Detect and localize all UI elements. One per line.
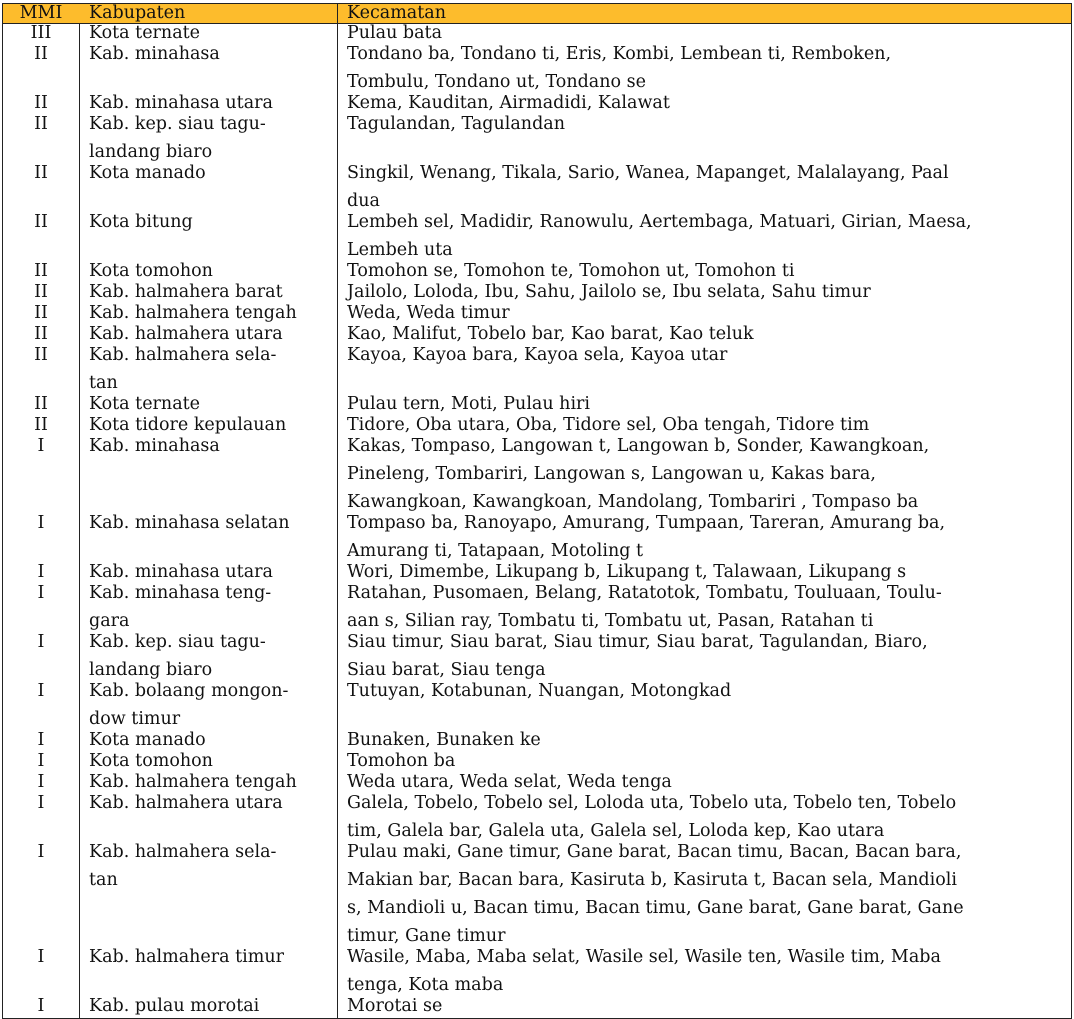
table-row — [3, 283, 1071, 304]
data-table — [2, 3, 1072, 1019]
mmi-cell-line: II — [34, 282, 48, 302]
mmi-cell-line: I — [37, 562, 45, 582]
kecamatan-cell-line: Kema, Kauditan, Airmadidi, Kalawat — [347, 93, 670, 113]
kecamatan-cell-line: Morotai se — [347, 996, 443, 1016]
mmi-cell — [3, 115, 79, 164]
table-row — [3, 633, 1071, 682]
kecamatan-cell-line: Tompaso ba, Ranoyapo, Amurang, Tumpaan, Tareran, Amurang ba, — [347, 513, 946, 533]
mmi-cell — [3, 997, 79, 1018]
kecamatan-cell-line: tim, Galela bar, Galela uta, Galela sel, Loloda kep, Kao utara — [347, 821, 885, 841]
kecamatan-cell-line: Tomohon se, Tomohon te, Tomohon ut, Tomohon ti — [347, 261, 795, 281]
kabupaten-cell-line: Kab. kep. siau tagu- — [89, 114, 266, 134]
mmi-cell-line: I — [37, 436, 45, 456]
kabupaten-cell-line: gara — [89, 611, 130, 631]
mmi-cell — [3, 794, 79, 843]
kecamatan-cell-line: Tombulu, Tondano ut, Tondano se — [347, 72, 646, 92]
kecamatan-cell-line: Tutuyan, Kotabunan, Nuangan, Motongkad — [347, 681, 732, 701]
mmi-cell — [3, 325, 79, 346]
table-header — [3, 4, 1071, 24]
kabupaten-cell-line: Kab. minahasa utara — [89, 562, 273, 582]
kabupaten-cell-line: Kab. minahasa utara — [89, 93, 273, 113]
mmi-cell-line: II — [34, 114, 48, 134]
kecamatan-cell-line: tenga, Kota maba — [347, 975, 504, 995]
kecamatan-cell-line: Ratahan, Pusomaen, Belang, Ratatotok, Tombatu, Touluaan, Toulu- — [347, 583, 942, 603]
kabupaten-cell-line: Kab. minahasa teng- — [89, 583, 272, 603]
mmi-cell-line: I — [37, 681, 45, 701]
kabupaten-cell-line: Kota tidore kepulauan — [89, 415, 287, 435]
table-row — [3, 395, 1071, 416]
kabupaten-cell-line: landang biaro — [89, 142, 213, 162]
kecamatan-cell-line: s, Mandioli u, Bacan timu, Bacan timu, Gane barat, Gane barat, Gane — [347, 898, 964, 918]
mmi-cell — [3, 164, 79, 213]
kecamatan-cell-line: Wasile, Maba, Maba selat, Wasile sel, Wasile ten, Wasile tim, Maba — [347, 947, 941, 967]
kecamatan-cell-line: dua — [347, 191, 380, 211]
mmi-cell-line: I — [37, 793, 45, 813]
mmi-cell-line: II — [34, 415, 48, 435]
kecamatan-cell-line: Pulau bata — [347, 23, 443, 43]
mmi-cell-line: II — [34, 394, 48, 414]
mmi-cell-line: II — [34, 303, 48, 323]
mmi-cell-line: III — [30, 23, 52, 43]
table-row — [3, 563, 1071, 584]
mmi-cell — [3, 24, 79, 45]
mmi-cell-line: II — [34, 324, 48, 344]
table-row — [3, 24, 1071, 45]
kecamatan-cell-line: Pulau tern, Moti, Pulau hiri — [347, 394, 591, 414]
mmi-cell — [3, 752, 79, 773]
mmi-cell-line: I — [37, 772, 45, 792]
mmi-cell-line: II — [34, 345, 48, 365]
table-row — [3, 773, 1071, 794]
kabupaten-cell-line: dow timur — [89, 709, 181, 729]
kabupaten-cell-line: Kota ternate — [89, 23, 201, 43]
kecamatan-cell-line: Tidore, Oba utara, Oba, Tidore sel, Oba tengah, Tidore tim — [347, 415, 870, 435]
kabupaten-cell-line: tan — [89, 870, 118, 890]
table-row — [3, 164, 1071, 213]
mmi-cell — [3, 94, 79, 115]
mmi-cell — [3, 437, 79, 514]
table-row — [3, 346, 1071, 395]
kabupaten-cell-line: Kab. halmahera sela- — [89, 842, 277, 862]
kecamatan-cell-line: timur, Gane timur — [347, 926, 506, 946]
mmi-cell-line: I — [37, 730, 45, 750]
kecamatan-cell-line: Tagulandan, Tagulandan — [347, 114, 565, 134]
mmi-cell-line: I — [37, 632, 45, 652]
table-row — [3, 997, 1071, 1018]
table-row — [3, 584, 1071, 633]
kabupaten-cell-line: Kab. halmahera sela- — [89, 345, 277, 365]
kabupaten-cell-line: Kota bitung — [89, 212, 193, 232]
kecamatan-cell-line: Galela, Tobelo, Tobelo sel, Loloda uta, Tobelo uta, Tobelo ten, Tobelo — [347, 793, 957, 813]
kabupaten-cell-line: Kab. halmahera tengah — [89, 303, 297, 323]
kecamatan-cell-line: Jailolo, Loloda, Ibu, Sahu, Jailolo se, Ibu selata, Sahu timur — [347, 282, 871, 302]
kecamatan-cell-line: Lembeh uta — [347, 240, 453, 260]
kabupaten-cell-line: Kota ternate — [89, 394, 201, 414]
mmi-cell — [3, 416, 79, 437]
mmi-cell-line: II — [34, 44, 48, 64]
kabupaten-cell-line: Kab. halmahera tengah — [89, 772, 297, 792]
kecamatan-cell-line: aan s, Silian ray, Tombatu ti, Tombatu ut, Pasan, Ratahan ti — [347, 611, 874, 631]
mmi-cell-line: II — [34, 163, 48, 183]
table-row — [3, 682, 1071, 731]
mmi-cell-line: I — [37, 583, 45, 603]
kecamatan-cell-line: Bunaken, Bunaken ke — [347, 730, 541, 750]
header-kecamatan: Kecamatan — [347, 3, 446, 23]
header-divider — [337, 4, 338, 23]
mmi-cell — [3, 213, 79, 262]
mmi-cell — [3, 45, 79, 94]
kabupaten-cell-line: Kota manado — [89, 163, 206, 183]
kecamatan-cell-line: Siau barat, Siau tenga — [347, 660, 546, 680]
kabupaten-cell-line: Kab. minahasa — [89, 436, 220, 456]
mmi-cell-line: II — [34, 212, 48, 232]
kecamatan-cell-line: Tondano ba, Tondano ti, Eris, Kombi, Lembean ti, Remboken, — [347, 44, 892, 64]
mmi-cell — [3, 262, 79, 283]
table-row — [3, 213, 1071, 262]
table-row — [3, 115, 1071, 164]
mmi-cell — [3, 304, 79, 325]
mmi-cell — [3, 633, 79, 682]
kecamatan-cell-line: Tomohon ba — [347, 751, 456, 771]
kecamatan-cell-line: Siau timur, Siau barat, Siau timur, Siau barat, Tagulandan, Biaro, — [347, 632, 928, 652]
mmi-cell — [3, 514, 79, 563]
mmi-cell — [3, 283, 79, 304]
kabupaten-cell-line: Kab. minahasa — [89, 44, 220, 64]
kecamatan-cell-line: Kakas, Tompaso, Langowan t, Langowan b, Sonder, Kawangkoan, — [347, 436, 930, 456]
mmi-cell — [3, 773, 79, 794]
kabupaten-cell-line: tan — [89, 373, 118, 393]
table-row — [3, 948, 1071, 997]
table-row — [3, 416, 1071, 437]
mmi-cell-line: I — [37, 947, 45, 967]
kabupaten-cell-line: Kab. kep. siau tagu- — [89, 632, 266, 652]
kabupaten-cell-line: landang biaro — [89, 660, 213, 680]
kabupaten-cell-line: Kota manado — [89, 730, 206, 750]
mmi-cell — [3, 346, 79, 395]
kecamatan-cell-line: Weda utara, Weda selat, Weda tenga — [347, 772, 672, 792]
mmi-cell — [3, 584, 79, 633]
mmi-cell — [3, 395, 79, 416]
kabupaten-cell-line: Kota tomohon — [89, 751, 213, 771]
kabupaten-cell-line: Kab. minahasa selatan — [89, 513, 290, 533]
mmi-cell-line: II — [34, 93, 48, 113]
kecamatan-cell-line: Amurang ti, Tatapaan, Motoling t — [347, 541, 644, 561]
table-row — [3, 262, 1071, 283]
table-row — [3, 794, 1071, 843]
table-row — [3, 437, 1071, 514]
kecamatan-cell-line: Pineleng, Tombariri, Langowan s, Langowan u, Kakas bara, — [347, 464, 876, 484]
kabupaten-cell-line: Kab. halmahera barat — [89, 282, 283, 302]
mmi-cell-line: I — [37, 996, 45, 1016]
mmi-cell-line: I — [37, 751, 45, 771]
table-row — [3, 325, 1071, 346]
table-row — [3, 731, 1071, 752]
mmi-cell — [3, 843, 79, 948]
mmi-cell — [3, 731, 79, 752]
kabupaten-cell-line: Kab. pulau morotai — [89, 996, 260, 1016]
header-mmi: MMI — [19, 3, 63, 23]
kecamatan-cell-line: Kao, Malifut, Tobelo bar, Kao barat, Kao teluk — [347, 324, 754, 344]
kecamatan-cell-line: Kawangkoan, Kawangkoan, Mandolang, Tombariri , Tompaso ba — [347, 492, 919, 512]
kecamatan-cell-line: Pulau maki, Gane timur, Gane barat, Bacan timu, Bacan, Bacan bara, — [347, 842, 962, 862]
kabupaten-cell-line: Kab. halmahera timur — [89, 947, 285, 967]
kecamatan-cell-line: Singkil, Wenang, Tikala, Sario, Wanea, Mapanget, Malalayang, Paal — [347, 163, 949, 183]
kecamatan-cell-line: Lembeh sel, Madidir, Ranowulu, Aertembaga, Matuari, Girian, Maesa, — [347, 212, 972, 232]
mmi-cell — [3, 948, 79, 997]
mmi-cell-line: II — [34, 261, 48, 281]
kecamatan-cell-line: Weda, Weda timur — [347, 303, 510, 323]
header-kabupaten: Kabupaten — [89, 3, 186, 23]
table-row — [3, 304, 1071, 325]
table-row — [3, 45, 1071, 94]
kecamatan-cell-line: Wori, Dimembe, Likupang b, Likupang t, Talawaan, Likupang s — [347, 562, 907, 582]
kabupaten-cell-line: Kab. halmahera utara — [89, 324, 283, 344]
kabupaten-cell-line: Kab. bolaang mongon- — [89, 681, 289, 701]
mmi-cell — [3, 563, 79, 584]
table-body — [3, 24, 1071, 1018]
table-row — [3, 94, 1071, 115]
kecamatan-cell-line: Makian bar, Bacan bara, Kasiruta b, Kasiruta t, Bacan sela, Mandioli — [347, 870, 957, 890]
mmi-cell-line: I — [37, 513, 45, 533]
table-row — [3, 843, 1071, 948]
mmi-cell-line: I — [37, 842, 45, 862]
mmi-cell — [3, 682, 79, 731]
kabupaten-cell-line: Kab. halmahera utara — [89, 793, 283, 813]
kabupaten-cell-line: Kota tomohon — [89, 261, 213, 281]
table-row — [3, 752, 1071, 773]
kecamatan-cell-line: Kayoa, Kayoa bara, Kayoa sela, Kayoa utar — [347, 345, 728, 365]
table-row — [3, 514, 1071, 563]
